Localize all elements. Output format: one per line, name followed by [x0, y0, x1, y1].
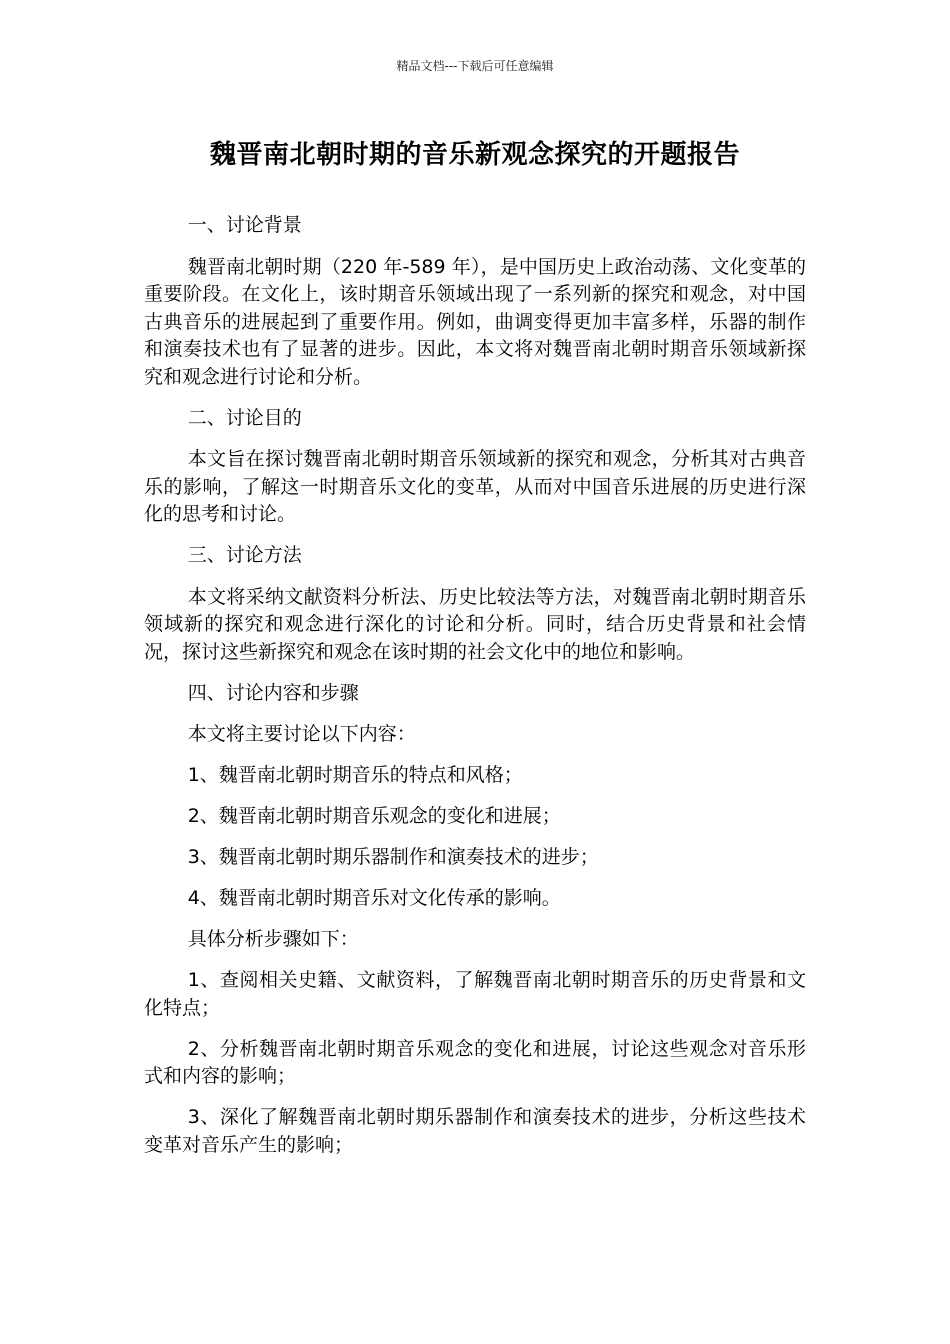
paragraph-content-intro: 本文将主要讨论以下内容：	[187, 723, 416, 745]
list-item: 2、魏晋南北朝时期音乐观念的变化和进展；	[187, 805, 561, 827]
section-heading-purpose: 二、讨论目的	[187, 406, 302, 429]
list-item: 3、魏晋南北朝时期乐器制作和演奏技术的进步；	[187, 846, 599, 868]
document-body	[144, 212, 806, 1173]
section-heading-background: 一、讨论背景	[187, 214, 302, 236]
step-item: 2、分析魏晋南北朝时期音乐观念的变化和进展，讨论这些观念对音乐形式和内容的影响；	[144, 1037, 806, 1087]
section-heading-content-steps: 四、讨论内容和步骤	[187, 681, 359, 704]
paragraph-background: 魏晋南北朝时期（220 年-589 年），是中国历史上政治动荡、文化变革的重要阶段。在文化上，该时期音乐领域出现了一系列新的探究和观念，对中国古典音乐的进展起到了重要作用。例如，曲调变得更加丰富多样，乐器的制作和演奏技术也有了显著的进步。因此，本文将对魏晋南北朝时期音乐领域新探究和观念进行讨论和分析。	[144, 255, 806, 388]
paragraph-purpose: 本文旨在探讨魏晋南北朝时期音乐领域新的探究和观念，分析其对古典音乐的影响，了解这一时期音乐文化的变革，从而对中国音乐进展的历史进行深化的思考和讨论。	[144, 448, 806, 525]
header-watermark: 精品文档---下载后可任意编辑	[396, 59, 554, 73]
step-item: 3、深化了解魏晋南北朝时期乐器制作和演奏技术的进步，分析这些技术变革对音乐产生的影响；	[144, 1106, 806, 1156]
paragraph-method: 本文将采纳文献资料分析法、历史比较法等方法，对魏晋南北朝时期音乐领域新的探究和观念进行深化的讨论和分析。同时，结合历史背景和社会情况，探讨这些新探究和观念在该时期的社会文化中的地位和影响。	[144, 585, 806, 663]
document-title: 魏晋南北朝时期的音乐新观念探究的开题报告	[209, 140, 740, 170]
list-item: 4、魏晋南北朝时期音乐对文化传承的影响。	[187, 887, 561, 909]
section-heading-method: 三、讨论方法	[187, 544, 302, 566]
paragraph-steps-intro: 具体分析步骤如下：	[187, 928, 359, 950]
list-item: 1、魏晋南北朝时期音乐的特点和风格；	[187, 764, 523, 786]
step-item: 1、查阅相关史籍、文献资料，了解魏晋南北朝时期音乐的历史背景和文化特点；	[144, 969, 806, 1019]
